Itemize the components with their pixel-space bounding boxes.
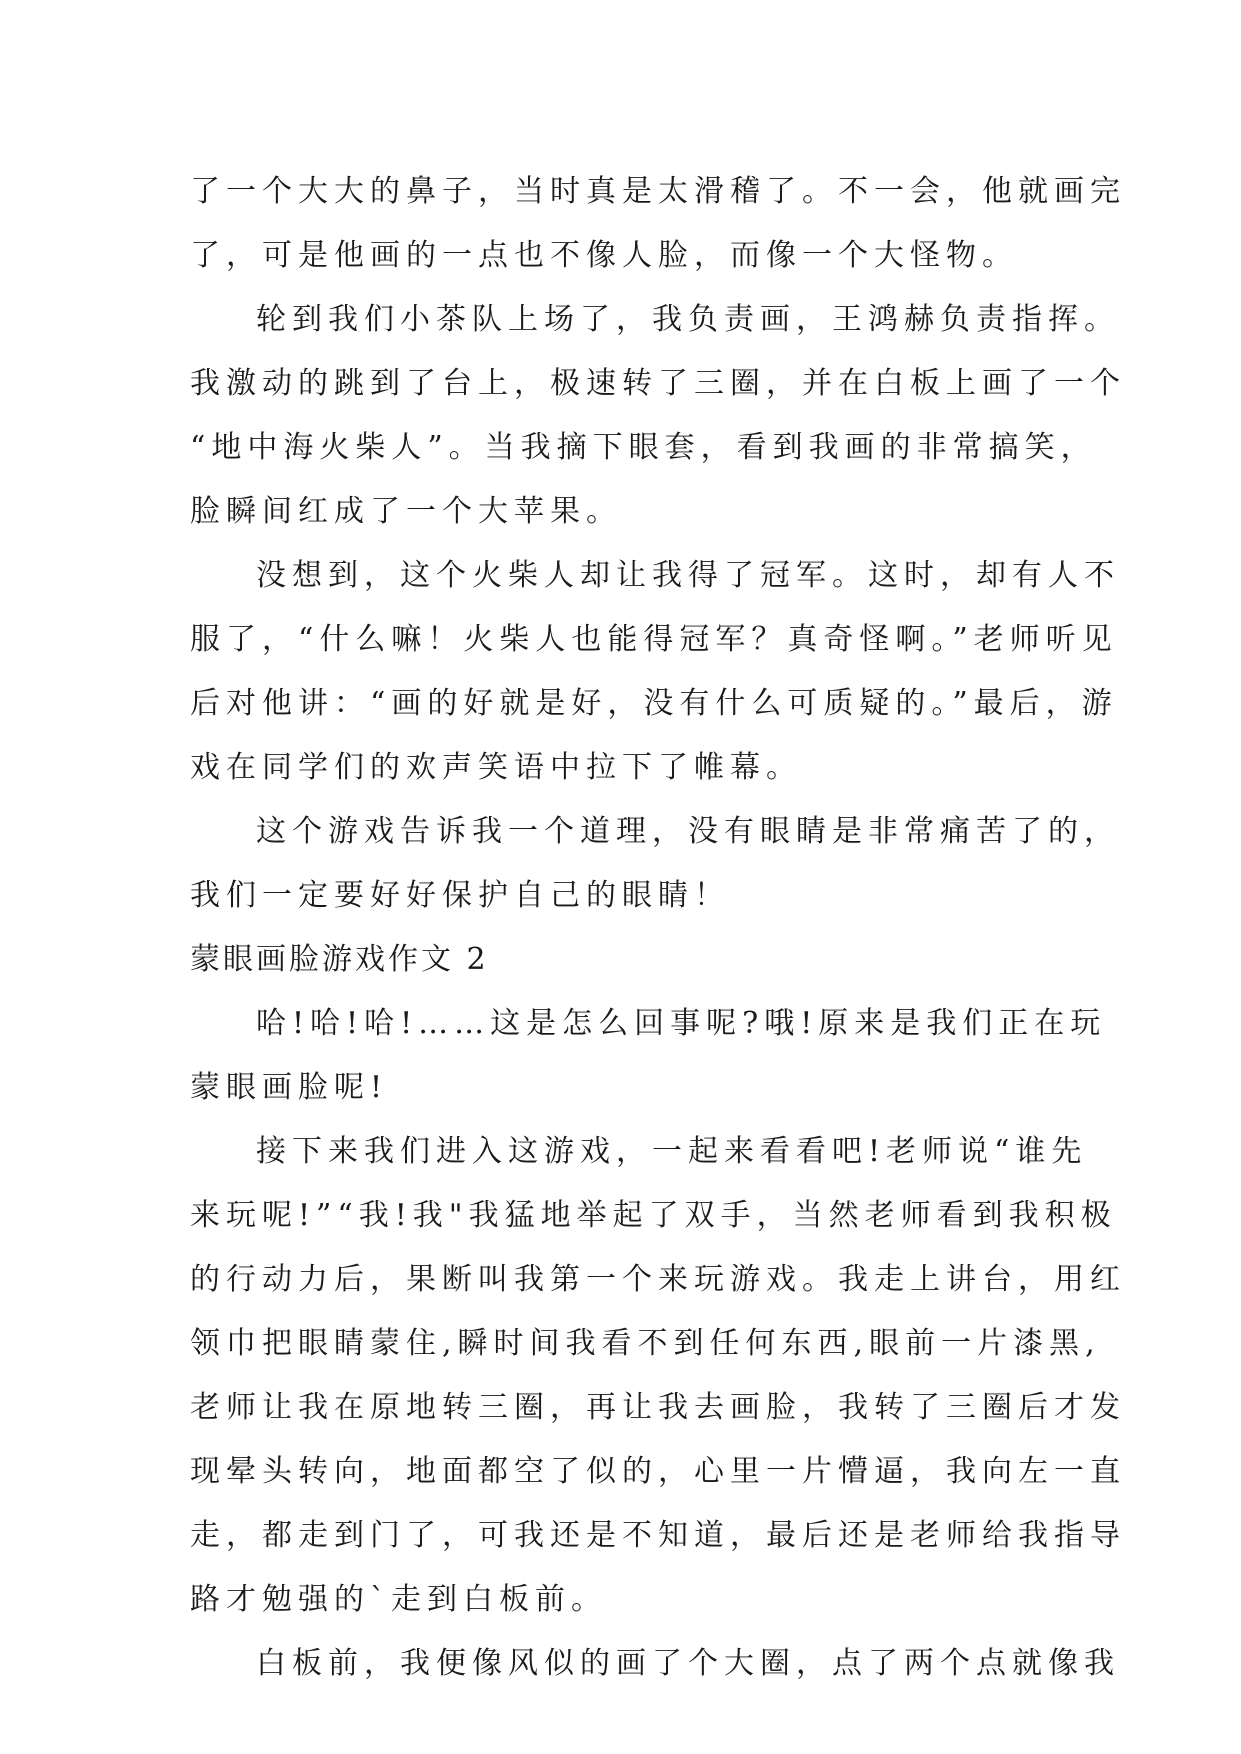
paragraph-start-line: 接下来我们进入这游戏，一起来看看吧!老师说“谁先	[256, 1134, 1088, 1169]
text-line: 我激动的跳到了台上，极速转了三圈，并在白板上画了一个	[190, 366, 1126, 401]
text-line: 路才勉强的`走到白板前。	[190, 1582, 607, 1617]
text-line: 我们一定要好好保护自己的眼睛！	[190, 878, 730, 913]
text-line: 的行动力后，果断叫我第一个来玩游戏。我走上讲台，用红	[190, 1262, 1126, 1297]
paragraph-start-line: 哈!哈!哈!……这是怎么回事呢?哦!原来是我们正在玩	[256, 1006, 1107, 1041]
text-line: 服了，“什么嘛！火柴人也能得冠军？真奇怪啊。”老师听见	[190, 622, 1118, 657]
paragraph-start-line: 没想到，这个火柴人却让我得了冠军。这时，却有人不	[256, 558, 1120, 593]
text-line: “地中海火柴人”。当我摘下眼套，看到我画的非常搞笑，	[190, 430, 1097, 465]
document-body	[190, 160, 1126, 1696]
text-line: 了一个大大的鼻子，当时真是太滑稽了。不一会，他就画完	[190, 174, 1126, 209]
paragraph-start-line: 白板前，我便像风似的画了个大圈，点了两个点就像我	[256, 1646, 1120, 1681]
text-line: 走，都走到门了，可我还是不知道，最后还是老师给我指导	[190, 1518, 1126, 1553]
text-line: 领巾把眼睛蒙住,瞬时间我看不到任何东西,眼前一片漆黑,	[190, 1326, 1101, 1361]
paragraph-start-line: 这个游戏告诉我一个道理，没有眼睛是非常痛苦了的，	[256, 814, 1120, 849]
text-line: 戏在同学们的欢声笑语中拉下了帷幕。	[190, 750, 802, 785]
text-line: 脸瞬间红成了一个大苹果。	[190, 494, 622, 529]
text-line: 现晕头转向，地面都空了似的，心里一片懵逼，我向左一直	[190, 1454, 1126, 1489]
text-line: 来玩呢!”“我!我"我猛地举起了双手，当然老师看到我积极	[190, 1198, 1117, 1233]
text-line: 后对他讲：“画的好就是好，没有什么可质疑的。”最后，游	[190, 686, 1118, 721]
paragraph-start-line: 轮到我们小茶队上场了，我负责画，王鸿赫负责指挥。	[256, 302, 1120, 337]
text-line: 老师让我在原地转三圈，再让我去画脸，我转了三圈后才发	[190, 1390, 1126, 1425]
text-line: 蒙眼画脸呢!	[190, 1070, 389, 1105]
section-heading: 蒙眼画脸游戏作文 2	[190, 942, 489, 977]
text-line: 了，可是他画的一点也不像人脸，而像一个大怪物。	[190, 238, 1018, 273]
